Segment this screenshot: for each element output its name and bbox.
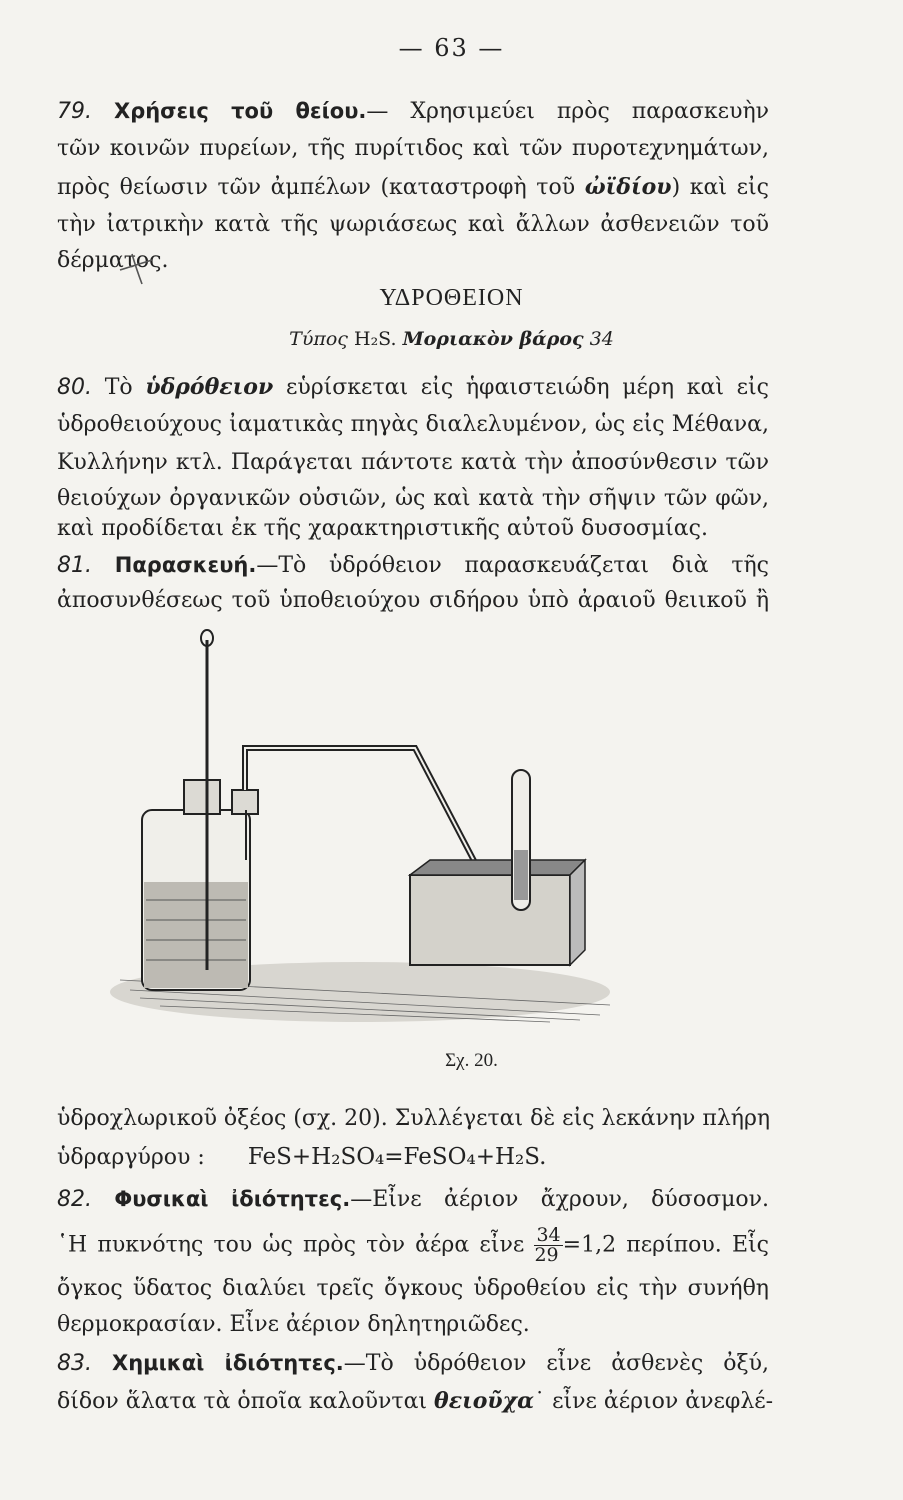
s81-heading: Παρασκευή. (114, 553, 257, 577)
s80-term-ydrotheion: ὑδρόθειον (145, 374, 274, 400)
s82-line-1 (57, 1184, 769, 1215)
s82-text-1: —Εἶνε ἀέριον ἄχρουν, δύσοσμον. (350, 1187, 769, 1212)
s83-text-2c: ˙ εἶνε ἀέριον ἀνεφλέ- (534, 1389, 774, 1414)
s83-line-1 (57, 1348, 769, 1379)
s83-line-2 (57, 1386, 774, 1417)
s83-term-theiouxa: θειοῦχα (434, 1388, 535, 1414)
s80-line-5: καὶ προδίδεται ἐκ τῆς χαρακτηριστικῆς αὐτοῦ δυσοσμίας. (57, 516, 708, 541)
s82-line-2 (57, 1226, 769, 1265)
s80-line-2: ὑδροθειούχους ἰαματικὰς πηγὰς διαλελυμένον, ὡς εἰς Μέθανα, (57, 412, 769, 437)
chemical-formula: H₂S. (354, 328, 397, 350)
s82-heading: Φυσικαὶ ἰδιότητες. (114, 1187, 351, 1211)
s82-number: 82. (57, 1187, 92, 1212)
s81-line-2: ἀποσυνθέσεως τοῦ ὑποθειούχου σιδήρου ὑπὸ ἀραιοῦ θειικοῦ ἢ (57, 588, 769, 613)
s81b-line-1: ὑδροχλωρικοῦ ὀξέος (σχ. 20). Συλλέγεται δὲ εἰς λεκάνην πλήρη (57, 1106, 771, 1131)
density-fraction (534, 1226, 562, 1265)
s83-number: 83. (57, 1351, 92, 1376)
s81-line-1 (57, 550, 769, 581)
s79-line-5: δέρματος. (57, 248, 169, 273)
s79-text-1: — Χρησιμεύει πρὸς παρασκευὴν (366, 99, 769, 124)
s79-heading: Χρήσεις τοῦ θείου. (114, 99, 367, 123)
s82-text-2b: =1,2 περίπου. Εἷς (562, 1232, 769, 1258)
s80-line-1 (57, 372, 769, 403)
s79-text-3c: ) καὶ εἰς (671, 175, 769, 200)
s80-text-1a: Τὸ (104, 375, 146, 400)
formula-type-label: Τύπος (289, 328, 348, 350)
s80-number: 80. (57, 375, 92, 400)
fraction-denominator: 29 (534, 1244, 559, 1266)
s81-text-1: —Τὸ ὑδρόθειον παρασκευάζεται διὰ τῆς (256, 553, 769, 578)
s79-term-oidiou: ὠϊδίου (584, 174, 672, 200)
molecular-weight-label: Μοριακὸν βάρος (402, 328, 584, 350)
s79-text-3a: πρὸς θείωσιν τῶν ἀμπέλων (καταστροφὴ τοῦ (57, 175, 585, 200)
s82-line-3: ὄγκος ὕδατος διαλύει τρεῖς ὄγκους ὑδροθείου εἰς τὴν συνήθη (57, 1276, 769, 1301)
apparatus-illustration (110, 620, 630, 1040)
formula-line (0, 328, 903, 350)
section-title: ΥΔΡΟΘΕΙΟΝ (379, 285, 524, 311)
s83-heading: Χημικαὶ ἰδιότητες. (112, 1351, 344, 1375)
s81b-text-2a: ὑδραργύρου : (57, 1145, 205, 1170)
molecular-weight-value: 34 (589, 328, 614, 350)
s80-text-1c: εὑρίσκεται εἰς ἡφαιστειώδη μέρη καὶ εἰς (273, 375, 770, 400)
page-number: — 63 — (398, 34, 505, 62)
s79-line-4: τὴν ἰατρικὴν κατὰ τῆς ψωριάσεως καὶ ἄλλων ἀσθενειῶν τοῦ (57, 212, 769, 237)
fraction-numerator: 34 (536, 1224, 561, 1246)
s79-line-2: τῶν κοινῶν πυρείων, τῆς πυρίτιδος καὶ τῶν πυροτεχνημάτων, (57, 136, 769, 161)
reaction-equation: FeS+H₂SO₄=FeSO₄+H₂S. (247, 1144, 547, 1170)
figure-caption: Σχ. 20. (445, 1050, 498, 1071)
s79-line-3 (57, 172, 769, 203)
s80-line-4: θειούχων ὀργανικῶν οὐσιῶν, ὡς καὶ κατὰ τὴν σῆψιν τῶν φῶν, (57, 486, 769, 511)
s81b-line-2 (57, 1142, 769, 1173)
s82-line-4: θερμοκρασίαν. Εἶνε ἀέριον δηλητηριῶδες. (57, 1312, 530, 1337)
s80-line-3: Κυλλήνην κτλ. Παράγεται πάντοτε κατὰ τὴν ἀποσύνθεσιν τῶν (57, 450, 769, 475)
s81-number: 81. (57, 553, 92, 578)
s79-number: 79. (57, 99, 92, 124)
s83-text-1: —Τὸ ὑδρόθειον εἶνε ἀσθενὲς ὀξύ, (343, 1351, 769, 1376)
s79-line-1 (57, 96, 769, 127)
s82-text-2a: ῾Η πυκνότης του ὡς πρὸς τὸν ἀέρα εἶνε (57, 1232, 525, 1258)
s83-text-2a: δίδον ἅλατα τὰ ὁποῖα καλοῦνται (57, 1389, 435, 1414)
